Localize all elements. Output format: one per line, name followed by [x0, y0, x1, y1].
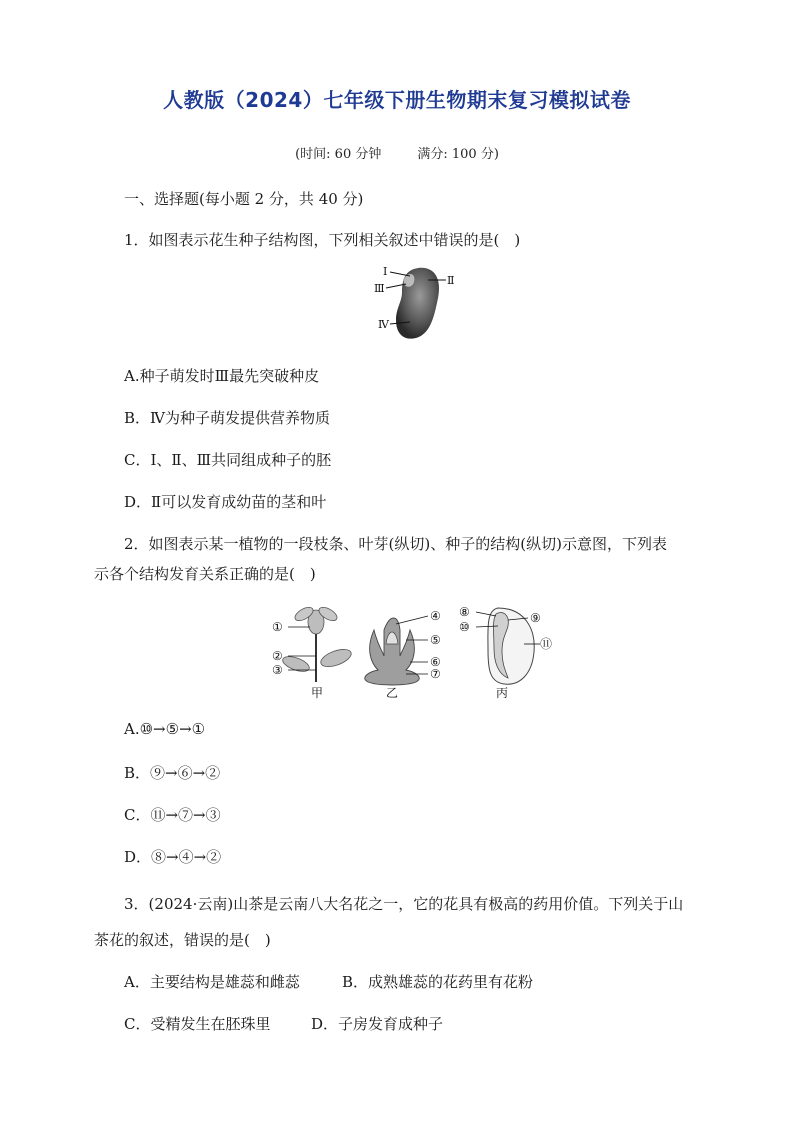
- question-3-stem-line1: 3．(2024·云南)山茶是云南八大名花之一，它的花具有极高的药用价值。下列关于山: [124, 895, 684, 913]
- bing-label-11: ⑪: [540, 637, 553, 651]
- jia-caption: 甲: [311, 686, 324, 700]
- q2-option-b[interactable]: B．⑨→⑥→②: [124, 764, 221, 782]
- bing-caption: 丙: [496, 686, 509, 700]
- bing-label-10: ⑩: [459, 620, 470, 634]
- figure-jia-branch: [272, 605, 353, 700]
- page-title: 人教版（2024）七年级下册生物期末复习模拟试卷: [163, 88, 631, 112]
- exam-score: 满分: 100 分): [417, 147, 499, 162]
- yi-label-6: ⑥: [430, 655, 441, 669]
- q1-option-c[interactable]: C．Ⅰ、Ⅱ、Ⅲ共同组成种子的胚: [124, 451, 332, 469]
- exam-time: (时间: 60 分钟: [295, 147, 382, 162]
- bing-label-8: ⑧: [459, 605, 470, 619]
- question-1-stem: 1．如图表示花生种子结构图，下列相关叙述中错误的是( ): [124, 231, 521, 249]
- seed-label-3: Ⅲ: [374, 282, 385, 295]
- figure-yi-leaf-bud: [365, 609, 441, 700]
- seed-label-4: Ⅳ: [378, 318, 389, 331]
- q2-option-c[interactable]: C．⑪→⑦→③: [124, 806, 221, 824]
- q1-option-b[interactable]: B．Ⅳ为种子萌发提供营养物质: [124, 409, 331, 427]
- seed-body: [396, 268, 439, 339]
- q1-option-d[interactable]: D．Ⅱ可以发育成幼苗的茎和叶: [124, 493, 327, 511]
- q2-option-a[interactable]: A.⑩→⑤→①: [124, 720, 206, 738]
- seed-label-2: Ⅱ: [447, 274, 455, 287]
- q2-option-d[interactable]: D．⑧→④→②: [124, 848, 222, 866]
- yi-caption: 乙: [386, 686, 399, 700]
- peanut-seed-figure: [370, 262, 460, 344]
- plant-structure-figure: [266, 600, 556, 702]
- yi-label-4: ④: [430, 609, 441, 623]
- jia-label-3: ③: [272, 663, 283, 677]
- exam-meta: [0, 143, 794, 162]
- yi-label-7: ⑦: [430, 667, 441, 681]
- q1-option-a[interactable]: A.种子萌发时Ⅲ最先突破种皮: [124, 367, 320, 385]
- q3-option-a[interactable]: A．主要结构是雄蕊和雌蕊: [124, 973, 300, 991]
- jia-label-2: ②: [272, 649, 283, 663]
- question-2-stem-line1: 2．如图表示某一植物的一段枝条、叶芽(纵切)、种子的结构(纵切)示意图，下列表: [124, 535, 667, 553]
- figure-bing-seed: [459, 605, 552, 700]
- yi-label-5: ⑤: [430, 633, 441, 647]
- seed-label-1: Ⅰ: [383, 265, 388, 278]
- jia-label-1: ①: [272, 620, 283, 634]
- q3-option-c[interactable]: C．受精发生在胚珠里: [124, 1015, 271, 1033]
- q3-option-d[interactable]: D．子房发育成种子: [311, 1015, 444, 1033]
- bing-label-9: ⑨: [530, 611, 541, 625]
- section-heading: 一、选择题(每小题 2 分，共 40 分): [124, 190, 364, 208]
- question-3-stem-line2: 茶花的叙述，错误的是( ): [94, 931, 271, 949]
- q3-option-b[interactable]: B．成熟雄蕊的花药里有花粉: [342, 973, 534, 991]
- question-2-stem-line2: 示各个结构发育关系正确的是( ): [94, 565, 316, 583]
